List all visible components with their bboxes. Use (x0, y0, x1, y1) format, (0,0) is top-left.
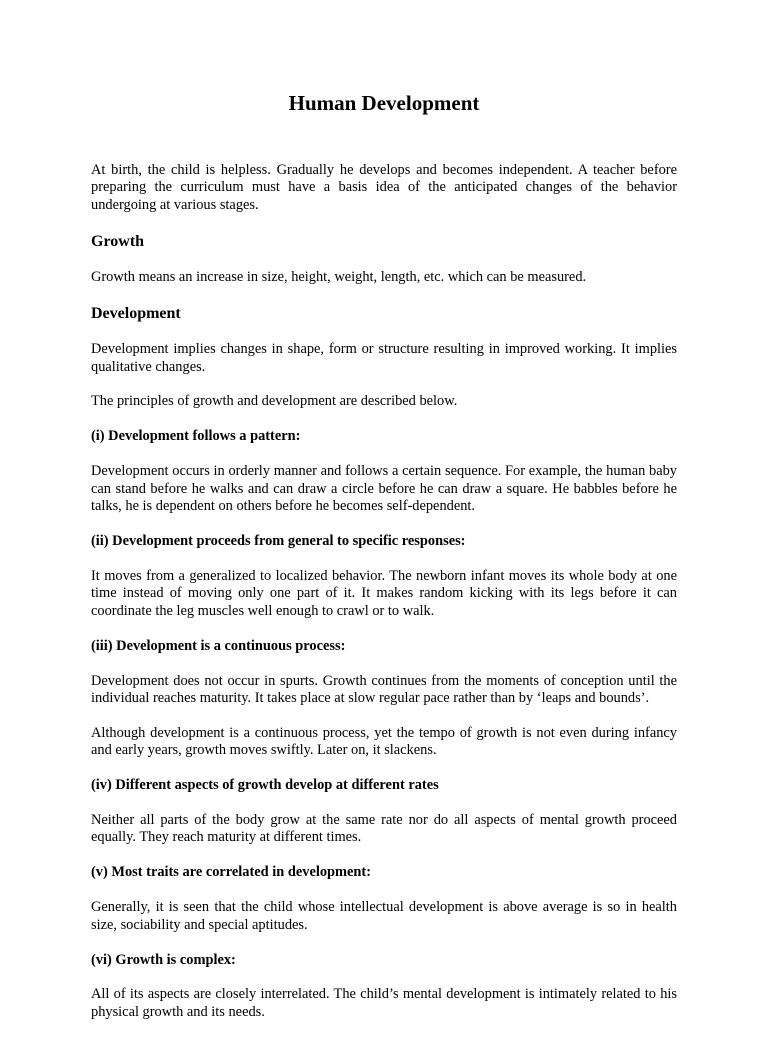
page-title: Human Development (288, 91, 480, 115)
intro-paragraph: At birth, the child is helpless. Gradually he develops and becomes independent. A teacher before preparing the curriculum must have a basis idea of the anticipated changes of the behavior undergoing at various stages. (91, 162, 677, 213)
development-paragraph: Development implies changes in shape, form or structure resulting in improved working. It implies qualitative changes. (91, 341, 677, 375)
principle-5-paragraph: Generally, it is seen that the child whose intellectual development is above average is so in health size, sociability and special aptitudes. (91, 899, 677, 933)
document-page (91, 88, 677, 1039)
principle-4-paragraph: Neither all parts of the body grow at the same rate nor do all aspects of mental growth proceed equally. They reach maturity at different times. (91, 812, 677, 846)
principle-1-paragraph: Development occurs in orderly manner and follows a certain sequence. For example, the human baby can stand before he walks and can draw a circle before he can draw a square. He babbles before he talks, he is dependent on others before he becomes self-dependent. (91, 463, 677, 515)
principle-1-heading: (i) Development follows a pattern: (91, 428, 301, 445)
principle-6-paragraph: All of its aspects are closely interrelated. The child’s mental development is intimately related to his physical growth and its needs. (91, 986, 677, 1020)
principle-6-heading: (vi) Growth is complex: (91, 951, 236, 968)
principle-2-heading: (ii) Development proceeds from general to specific responses: (91, 532, 466, 549)
growth-heading: Growth (91, 232, 145, 250)
principle-3-paragraph-1: Development does not occur in spurts. Growth continues from the moments of conception until the individual reaches maturity. It takes place at slow regular pace rather than by ‘leaps and bounds’. (91, 672, 677, 706)
principle-2-paragraph: It moves from a generalized to localized behavior. The newborn infant moves its whole body at one time instead of moving only one part of it. It makes random kicking with its legs before it can coordinate the leg muscles well enough to crawl or to walk. (91, 567, 677, 619)
principles-intro: The principles of growth and development are described below. (91, 393, 458, 410)
growth-paragraph: Growth means an increase in size, height, weight, length, etc. which can be measured. (91, 268, 587, 285)
development-heading: Development (91, 305, 181, 323)
principle-3-heading: (iii) Development is a continuous process: (91, 637, 346, 654)
principle-5-heading: (v) Most traits are correlated in development: (91, 864, 372, 881)
principle-4-heading: (iv) Different aspects of growth develop at different rates (91, 777, 439, 794)
principle-3-paragraph-2: Although development is a continuous process, yet the tempo of growth is not even during infancy and early years, growth moves swiftly. Later on, it slackens. (91, 724, 677, 759)
